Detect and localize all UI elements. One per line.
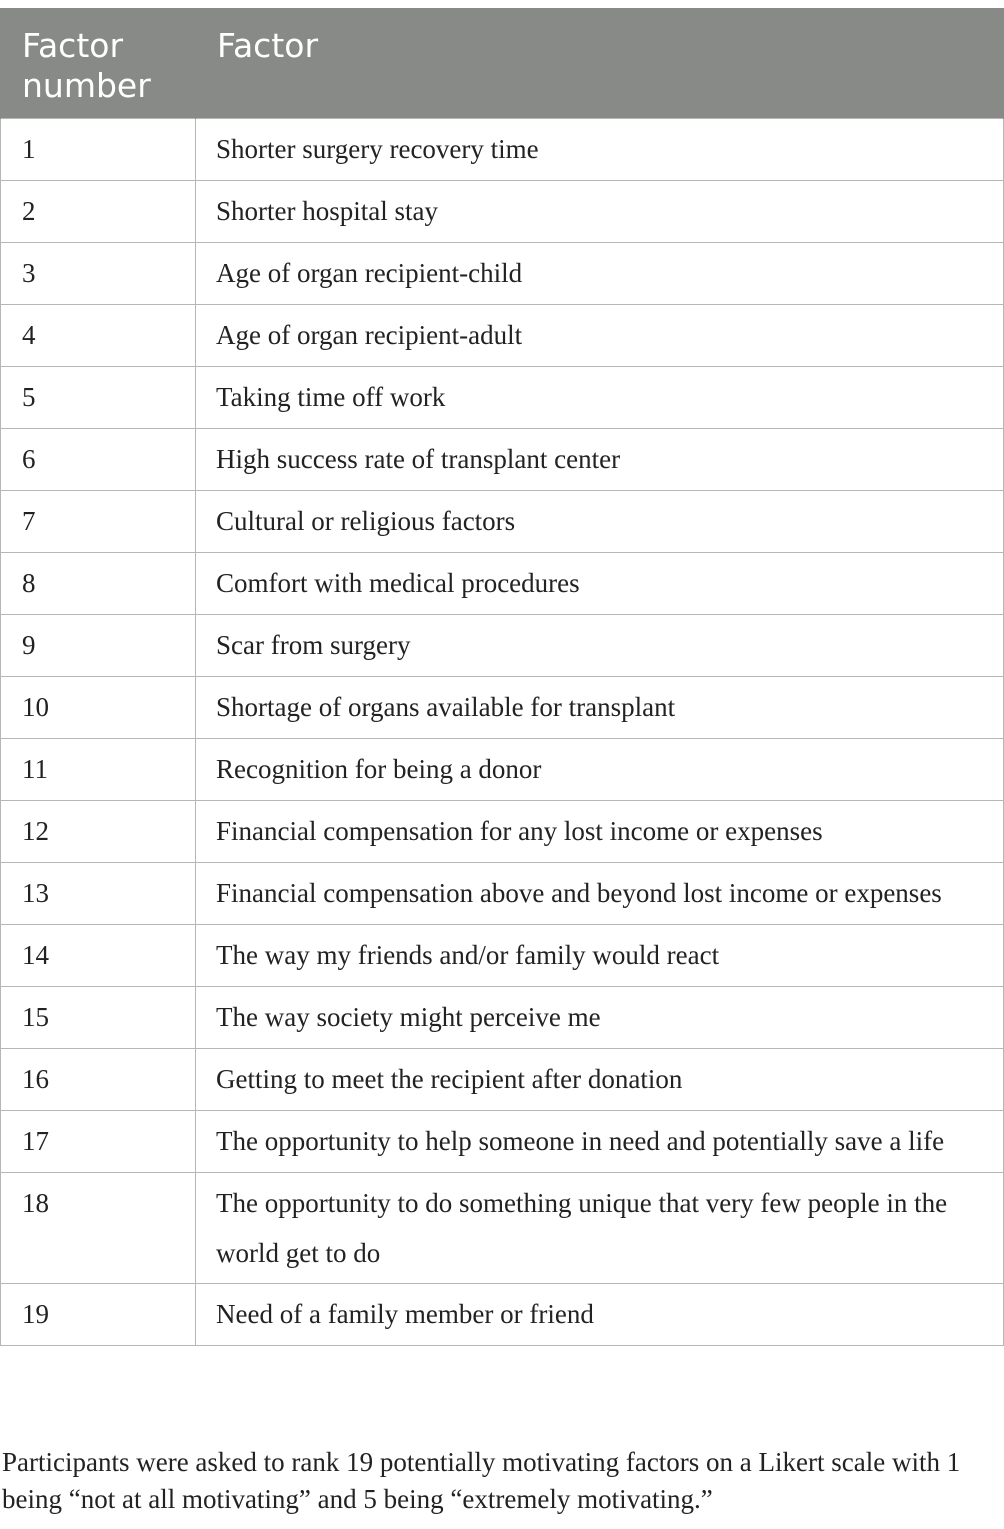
factor-description-cell: Age of organ recipient-adult xyxy=(196,305,1004,367)
factor-description-cell: The way my friends and/or family would react xyxy=(196,925,1004,987)
factor-description-cell: Recognition for being a donor xyxy=(196,739,1004,801)
factor-number-cell: 13 xyxy=(1,863,196,925)
factor-description-cell: Shortage of organs available for transplant xyxy=(196,677,1004,739)
factor-description-cell: Comfort with medical procedures xyxy=(196,553,1004,615)
factor-description-cell: Shorter surgery recovery time xyxy=(196,119,1004,181)
factor-description-cell: Taking time off work xyxy=(196,367,1004,429)
factor-number-cell: 2 xyxy=(1,181,196,243)
factor-description-cell: High success rate of transplant center xyxy=(196,429,1004,491)
table-row xyxy=(1,739,1004,801)
factor-number-cell: 3 xyxy=(1,243,196,305)
table-row xyxy=(1,925,1004,987)
factor-number-cell: 14 xyxy=(1,925,196,987)
factor-number-cell: 7 xyxy=(1,491,196,553)
factors-table xyxy=(0,8,1004,1346)
table-row xyxy=(1,243,1004,305)
factor-description-cell: Scar from surgery xyxy=(196,615,1004,677)
factor-description-cell: Cultural or religious factors xyxy=(196,491,1004,553)
table-row xyxy=(1,181,1004,243)
table-row xyxy=(1,305,1004,367)
factor-number-cell: 6 xyxy=(1,429,196,491)
table-row xyxy=(1,367,1004,429)
factor-number-cell: 5 xyxy=(1,367,196,429)
table-row xyxy=(1,1284,1004,1346)
factor-number-cell: 8 xyxy=(1,553,196,615)
factor-description-cell: Financial compensation for any lost income or expenses xyxy=(196,801,1004,863)
factor-number-cell: 11 xyxy=(1,739,196,801)
factor-number-cell: 10 xyxy=(1,677,196,739)
table-row xyxy=(1,429,1004,491)
column-header-factor-number: Factor number xyxy=(1,8,196,119)
column-header-factor: Factor xyxy=(196,8,1004,119)
table-header-row xyxy=(1,8,1004,119)
factor-description-cell: Shorter hospital stay xyxy=(196,181,1004,243)
factor-number-cell: 9 xyxy=(1,615,196,677)
factor-description-cell: The opportunity to do something unique that very few people in the world get to do xyxy=(196,1173,1004,1284)
factor-number-cell: 12 xyxy=(1,801,196,863)
table-row xyxy=(1,1049,1004,1111)
table-row xyxy=(1,677,1004,739)
table-row xyxy=(1,491,1004,553)
factor-number-cell: 16 xyxy=(1,1049,196,1111)
table-row xyxy=(1,119,1004,181)
table-row xyxy=(1,801,1004,863)
table-row xyxy=(1,863,1004,925)
factor-description-cell: Age of organ recipient-child xyxy=(196,243,1004,305)
table-row xyxy=(1,553,1004,615)
table-row xyxy=(1,1173,1004,1284)
table-body xyxy=(1,119,1004,1346)
factor-description-cell: Financial compensation above and beyond lost income or expenses xyxy=(196,863,1004,925)
factor-description-cell: Need of a family member or friend xyxy=(196,1284,1004,1346)
factor-number-cell: 1 xyxy=(1,119,196,181)
factor-number-cell: 4 xyxy=(1,305,196,367)
factor-number-cell: 18 xyxy=(1,1173,196,1284)
factor-description-cell: Getting to meet the recipient after donation xyxy=(196,1049,1004,1111)
table-row xyxy=(1,615,1004,677)
table-footnote: Participants were asked to rank 19 potentially motivating factors on a Likert scale with 1 being “not at all motivating” and 5 being “extremely motivating.” xyxy=(2,1447,961,1514)
factor-number-cell: 17 xyxy=(1,1111,196,1173)
table-row xyxy=(1,1111,1004,1173)
factor-description-cell: The way society might perceive me xyxy=(196,987,1004,1049)
factor-number-cell: 15 xyxy=(1,987,196,1049)
table-row xyxy=(1,987,1004,1049)
factor-number-cell: 19 xyxy=(1,1284,196,1346)
factor-description-cell: The opportunity to help someone in need and potentially save a life xyxy=(196,1111,1004,1173)
